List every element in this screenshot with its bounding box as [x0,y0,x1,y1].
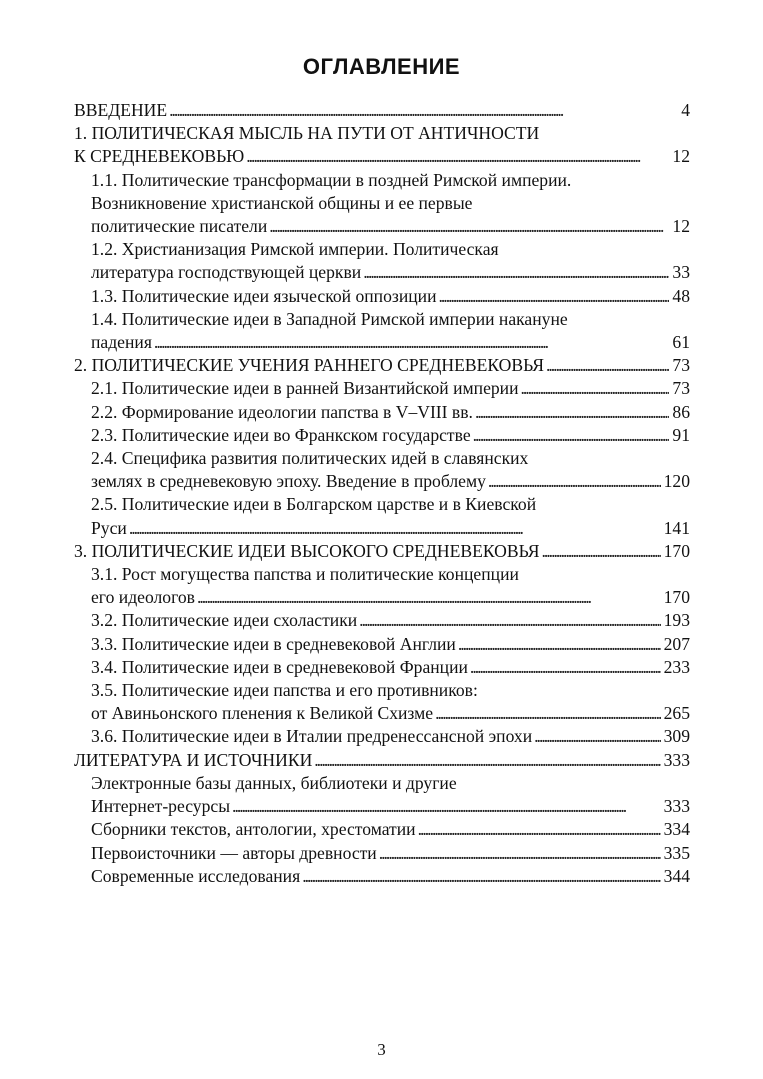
dot-leader [546,354,669,377]
dot-leader [475,401,669,424]
toc-subentry [74,725,690,748]
toc-page-number: 333 [663,796,690,817]
toc-entry-last-line [74,749,690,772]
toc-entry-line: Возникновение христианской общины и ее первые [91,192,473,213]
toc-entry-title: землях в средневековую эпоху. Введение в проблему [91,471,486,492]
toc-entry-title: 3.6. Политические идеи в Италии предренессансной эпохи [91,726,533,747]
toc-page-number: 335 [663,842,690,863]
toc-entry-title: Сборники текстов, антологии, хрестоматии [91,819,416,840]
toc-entry-title: 1.3. Политические идеи языческой оппозиции [91,285,437,306]
toc-subentry [74,656,690,679]
toc-subentry [74,169,690,239]
dot-leader [359,609,660,632]
toc-page-number: 91 [672,424,690,445]
table-of-contents [74,99,690,888]
toc-subentry [74,401,690,424]
toc-entry-line: Электронные базы данных, библиотеки и другие [91,772,457,793]
toc-entry [74,99,690,122]
toc-subentry [74,633,690,656]
toc-page-number: 86 [672,401,690,422]
toc-entry-line: 3.1. Рост могущества папства и политические концепции [91,564,519,585]
toc-entry-line: 2.5. Политические идеи в Болгарском царстве и в Киевской [91,494,537,515]
toc-subentry [74,424,690,447]
toc-subentry [74,865,690,888]
toc-entry-last-line [91,285,690,308]
toc-page-number: 309 [663,726,690,747]
dot-leader [363,261,669,284]
dot-leader [473,424,670,447]
toc-entry-line: 3.5. Политические идеи папства и его противников: [91,680,478,701]
toc-entry [74,122,690,168]
toc-page-number: 12 [672,216,690,237]
toc-entry-title: 3.4. Политические идеи в средневековой Франции [91,656,468,677]
dot-leader [246,145,669,168]
dot-leader [470,656,661,679]
toc-subentry [74,447,690,493]
toc-entry-title: 3.3. Политические идеи в средневековой Англии [91,633,456,654]
toc-entry-title: ВВЕДЕНИЕ [74,100,168,120]
toc-entry-title: 2.1. Политические идеи в ранней Византийской империи [91,378,519,399]
toc-page-number: 170 [663,540,690,561]
dot-leader [129,517,661,540]
toc-page-number: 120 [663,471,690,492]
toc-page-number: 73 [672,355,690,376]
toc-page-number: 141 [663,517,690,538]
dot-leader [154,331,669,354]
toc-subentry [74,493,690,539]
toc-subentry [74,772,690,818]
toc-page-number: 33 [672,262,690,283]
dot-leader [435,702,661,725]
toc-entry-last-line [91,401,690,424]
toc-page-number: 4 [681,100,690,120]
dot-leader [269,215,669,238]
toc-entry-title: 3.2. Политические идеи схоластики [91,610,358,631]
toc-entry-line: 1.1. Политические трансформации в поздней Римской империи. [91,169,572,190]
toc-entry-last-line [91,331,690,354]
dot-leader [314,749,660,772]
dot-leader [169,99,678,122]
toc-entry [74,354,690,377]
toc-entry-title: 2.2. Формирование идеологии папства в V–VIII вв. [91,401,473,422]
toc-entry-last-line [74,99,690,122]
toc-entry-title: 2.3. Политические идеи во Франкском государстве [91,424,471,445]
toc-page-number: 12 [672,146,690,167]
toc-entry-last-line [91,725,690,748]
toc-entry-title: Первоисточники — авторы древности [91,842,377,863]
dot-leader [418,818,661,841]
toc-subentry [74,377,690,400]
toc-page-number: 61 [672,332,690,353]
toc-entry-last-line [91,795,690,818]
toc-page-number: 207 [663,633,690,654]
dot-leader [232,795,661,818]
toc-subentry [74,285,690,308]
toc-entry-last-line [91,377,690,400]
toc-entry-title: его идеологов [91,587,195,608]
toc-entry-title: Интернет-ресурсы [91,796,231,817]
toc-entry-last-line [74,145,690,168]
toc-entry-last-line [91,865,690,888]
dot-leader [379,842,661,865]
toc-entry-title: ЛИТЕРАТУРА И ИСТОЧНИКИ [74,749,313,770]
toc-entry-last-line [91,215,690,238]
toc-entry [74,749,690,772]
toc-entry-title: Современные исследования [91,865,301,886]
toc-entry-last-line [91,424,690,447]
dot-leader [521,377,670,400]
toc-entry [74,540,690,563]
toc-entry-title: падения [91,332,152,353]
toc-entry-last-line [91,842,690,865]
toc-subentry [74,818,690,841]
dot-leader [534,725,660,748]
toc-entry-last-line [91,818,690,841]
toc-entry-title: от Авиньонского пленения к Великой Схизме [91,703,434,724]
toc-page-number: 170 [663,587,690,608]
toc-page-number: 233 [663,656,690,677]
toc-entry-last-line [91,609,690,632]
toc-entry-last-line [74,354,690,377]
toc-entry-last-line [91,261,690,284]
toc-entry-title: К СРЕДНЕВЕКОВЬЮ [74,146,245,167]
dot-leader [197,586,661,609]
toc-subentry [74,679,690,725]
toc-entry-line: 1.4. Политические идеи в Западной Римской империи накануне [91,308,568,329]
toc-entry-title: политические писатели [91,216,268,237]
page-number: 3 [377,1040,386,1059]
toc-entry-line: 2.4. Специфика развития политических идей в славянских [91,448,529,469]
toc-entry-last-line [91,702,690,725]
toc-page-number: 48 [672,285,690,306]
toc-entry-line: 1. ПОЛИТИЧЕСКАЯ МЫСЛЬ НА ПУТИ ОТ АНТИЧНОСТИ [74,123,540,144]
dot-leader [458,633,661,656]
toc-page-number: 73 [672,378,690,399]
page-title: ОГЛАВЛЕНИЕ [302,54,461,79]
toc-subentry [74,842,690,865]
dot-leader [302,865,660,888]
dot-leader [488,470,661,493]
toc-page-number: 193 [663,610,690,631]
dot-leader [541,540,660,563]
toc-page-number: 333 [663,749,690,770]
toc-entry-last-line [74,540,690,563]
toc-entry-last-line [91,586,690,609]
toc-page-number: 344 [663,865,690,886]
dot-leader [439,285,670,308]
toc-subentry [74,563,690,609]
toc-entry-title: Руси [91,517,127,538]
toc-subentry [74,238,690,284]
toc-subentry [74,308,690,354]
toc-entry-line: 1.2. Христианизация Римской империи. Политическая [91,239,499,260]
toc-entry-last-line [91,656,690,679]
toc-entry-last-line [91,470,690,493]
toc-entry-title: литература господствующей церкви [91,262,362,283]
toc-entry-last-line [91,517,690,540]
toc-entry-last-line [91,633,690,656]
toc-page-number: 334 [663,819,690,840]
toc-entry-title: 3. ПОЛИТИЧЕСКИЕ ИДЕИ ВЫСОКОГО СРЕДНЕВЕКОВЬЯ [74,540,540,561]
toc-entry-title: 2. ПОЛИТИЧЕСКИЕ УЧЕНИЯ РАННЕГО СРЕДНЕВЕКОВЬЯ [74,355,544,376]
toc-page-number: 265 [663,703,690,724]
toc-subentry [74,609,690,632]
